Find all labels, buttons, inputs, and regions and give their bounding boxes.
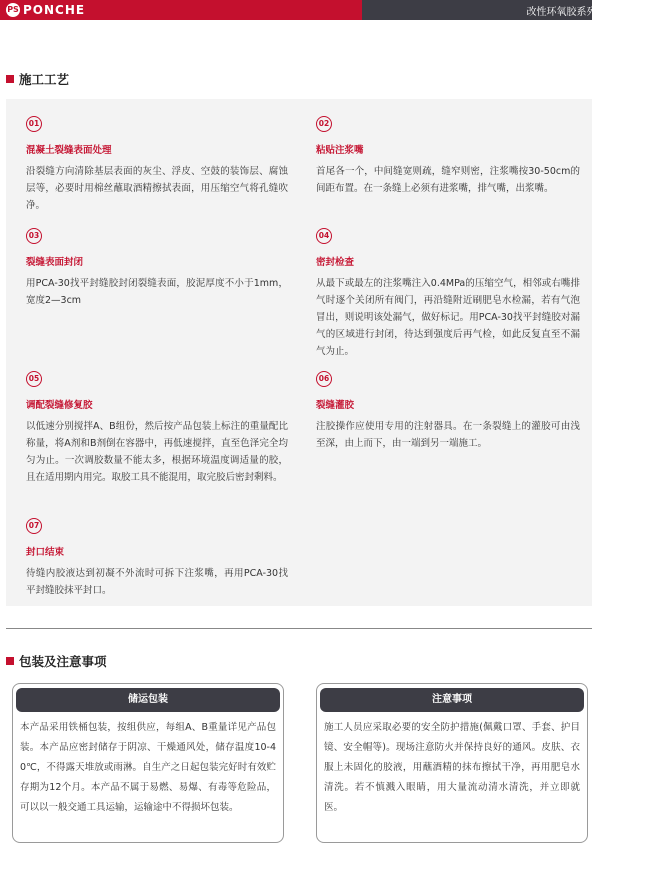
step-05: [26, 371, 288, 486]
logo-mark-icon: PS: [6, 3, 20, 17]
step-number-badge: 07: [26, 518, 42, 534]
step-number-badge: 06: [316, 371, 332, 387]
packaging-title: 包装及注意事项: [19, 654, 107, 669]
step-04: [316, 228, 580, 360]
notes-text: 施工人员应采取必要的安全防护措施(佩戴口罩、手套、护目镜、安全帽等)。现场注意防火并保持良好的通风。皮肤、衣服上未固化的胶液，用蘸酒精的抹布擦拭干净，再用肥皂水清洗。若不慎溅入眼睛，用大量流动清水清洗，并立即就医。: [324, 722, 580, 813]
header-bar: [0, 0, 650, 20]
step-number-badge: 01: [26, 116, 42, 132]
step-03: [26, 228, 288, 309]
step-description: 沿裂缝方向清除基层表面的灰尘、浮皮、空鼓的装饰层、腐蚀层等，必要时用棉丝蘸取酒精擦拭表面，用压缩空气将孔缝吹净。: [26, 166, 288, 211]
product-series-label: 改性环氧胶系列 PCA-100: [526, 7, 642, 18]
notes-heading: 注意事项: [320, 688, 584, 712]
step-description: 从最下或最左的注浆嘴注入0.4MPa的压缩空气，相邻或右嘴排气时逐个关闭所有阀门，再沿缝附近刷肥皂水检漏，若有气泡冒出，则说明该处漏气，做好标记。用PCA-30找平封缝胶对漏气的区域进行封闭，待达到强度后再气检，如此反复直至不漏气为止。: [316, 278, 580, 357]
storage-card: [12, 683, 284, 843]
step-02: [316, 116, 580, 197]
logo-text: PONCHE: [23, 3, 86, 17]
section-marker-icon: [6, 657, 14, 665]
step-description: 待缝内胶液达到初凝不外流时可拆下注浆嘴，再用PCA-30找平封缝胶抹平封口。: [26, 568, 288, 596]
step-title: 密封检查: [316, 257, 355, 268]
step-description: 以低速分别搅拌A、B组份，然后按产品包装上标注的重量配比称量，将A剂和B剂倒在容器中，再低速搅拌，直至色泽完全均匀为止。一次调胶数量不能太多，根据环境温度调适量的胶，且在适用期内用完。取胶工具不能混用，取完胶后密封剩料。: [26, 421, 288, 483]
process-title: 施工工艺: [19, 72, 70, 87]
step-title: 封口结束: [26, 547, 65, 558]
step-title: 裂缝表面封闭: [26, 257, 84, 268]
packaging-section-title: [6, 652, 107, 670]
step-description: 注胶操作应使用专用的注射器具。在一条裂缝上的灌胶可由浅至深，由上而下，由一端到另一端施工。: [316, 421, 580, 449]
step-01: [26, 116, 288, 214]
storage-text: 本产品采用铁桶包装，按组供应，每组A、B重量详见产品包装。本产品应密封储存于阴凉、干燥通风处，储存温度10-40℃，不得露天堆放或雨淋。自生产之日起包装完好时有效贮存期为12个月。本产品不属于易燃、易爆、有毒等危险品，可以以一般交通工具运输，运输途中不得损坏包装。: [20, 722, 276, 813]
step-06: [316, 371, 580, 452]
step-title: 裂缝灌胶: [316, 400, 355, 411]
step-title: 混凝土裂缝表面处理: [26, 145, 112, 156]
step-title: 调配裂缝修复胶: [26, 400, 93, 411]
step-number-badge: 02: [316, 116, 332, 132]
step-description: 用PCA-30找平封缝胶封闭裂缝表面，胶泥厚度不小于1mm，宽度2—3cm: [26, 278, 288, 306]
step-description: 首尾各一个，中间缝宽则疏，缝窄则密，注浆嘴按30-50cm的间距布置。在一条缝上必须有进浆嘴，排气嘴，出浆嘴。: [316, 166, 580, 194]
step-title: 粘贴注浆嘴: [316, 145, 364, 156]
process-section-title: [6, 70, 69, 88]
ponche-logo: [6, 2, 85, 18]
step-number-badge: 04: [316, 228, 332, 244]
step-07: [26, 518, 288, 599]
step-number-badge: 03: [26, 228, 42, 244]
section-marker-icon: [6, 75, 14, 83]
step-number-badge: 05: [26, 371, 42, 387]
notes-card: [316, 683, 588, 843]
section-divider: [6, 628, 592, 629]
storage-heading: 储运包装: [16, 688, 280, 712]
